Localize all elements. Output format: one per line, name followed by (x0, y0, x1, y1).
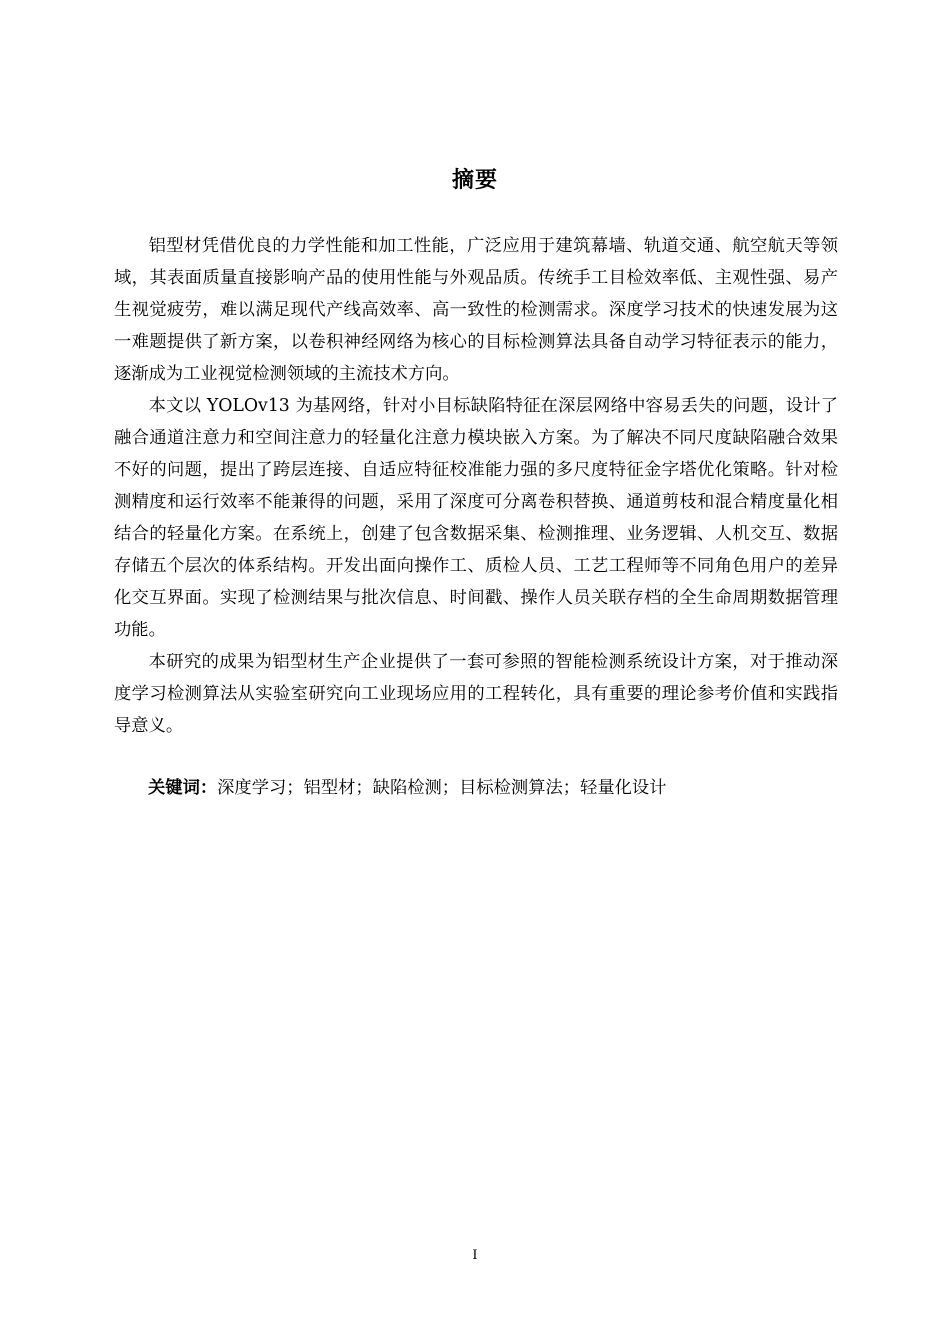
abstract-paragraph-1: 铝型材凭借优良的力学性能和加工性能，广泛应用于建筑幕墙、轨道交通、航空航天等领域，其表面质量直接影响产品的使用性能与外观品质。传统手工目检效率低、主观性强、易产生视觉疲劳，难以满足现代产线高效率、高一致性的检测需求。深度学习技术的快速发展为这一难题提供了新方案，以卷积神经网络为核心的目标检测算法具备自动学习特征表示的能力，逐渐成为工业视觉检测领域的主流技术方向。 (114, 236, 838, 384)
page-number: I (472, 1248, 478, 1263)
keywords-text: 深度学习；铝型材；缺陷检测；目标检测算法；轻量化设计 (217, 778, 667, 798)
abstract-paragraph-2: 本文以 YOLOv13 为基网络，针对小目标缺陷特征在深层网络中容易丢失的问题，设计了融合通道注意力和空间注意力的轻量化注意力模块嵌入方案。为了解决不同尺度缺陷融合效果不好的问题，提出了跨层连接、自适应特征校准能力强的多尺度特征金字塔优化策略。针对检测精度和运行效率不能兼得的问题，采用了深度可分离卷积替换、通道剪枝和混合精度量化相结合的轻量化方案。在系统上，创建了包含数据采集、检测推理、业务逻辑、人机交互、数据存储五个层次的体系结构。开发出面向操作工、质检人员、工艺工程师等不同角色用户的差异化交互界面。实现了检测结果与批次信息、时间戳、操作人员关联存档的全生命周期数据管理功能。 (114, 396, 838, 640)
keywords-line (148, 773, 666, 803)
abstract-body (114, 230, 838, 742)
keywords-label: 关键词： (148, 778, 218, 798)
page-title: 摘要 (451, 168, 498, 193)
abstract-paragraph-3: 本研究的成果为铝型材生产企业提供了一套可参照的智能检测系统设计方案，对于推动深度学习检测算法从实验室研究向工业现场应用的工程转化，具有重要的理论参考价值和实践指导意义。 (114, 652, 838, 736)
